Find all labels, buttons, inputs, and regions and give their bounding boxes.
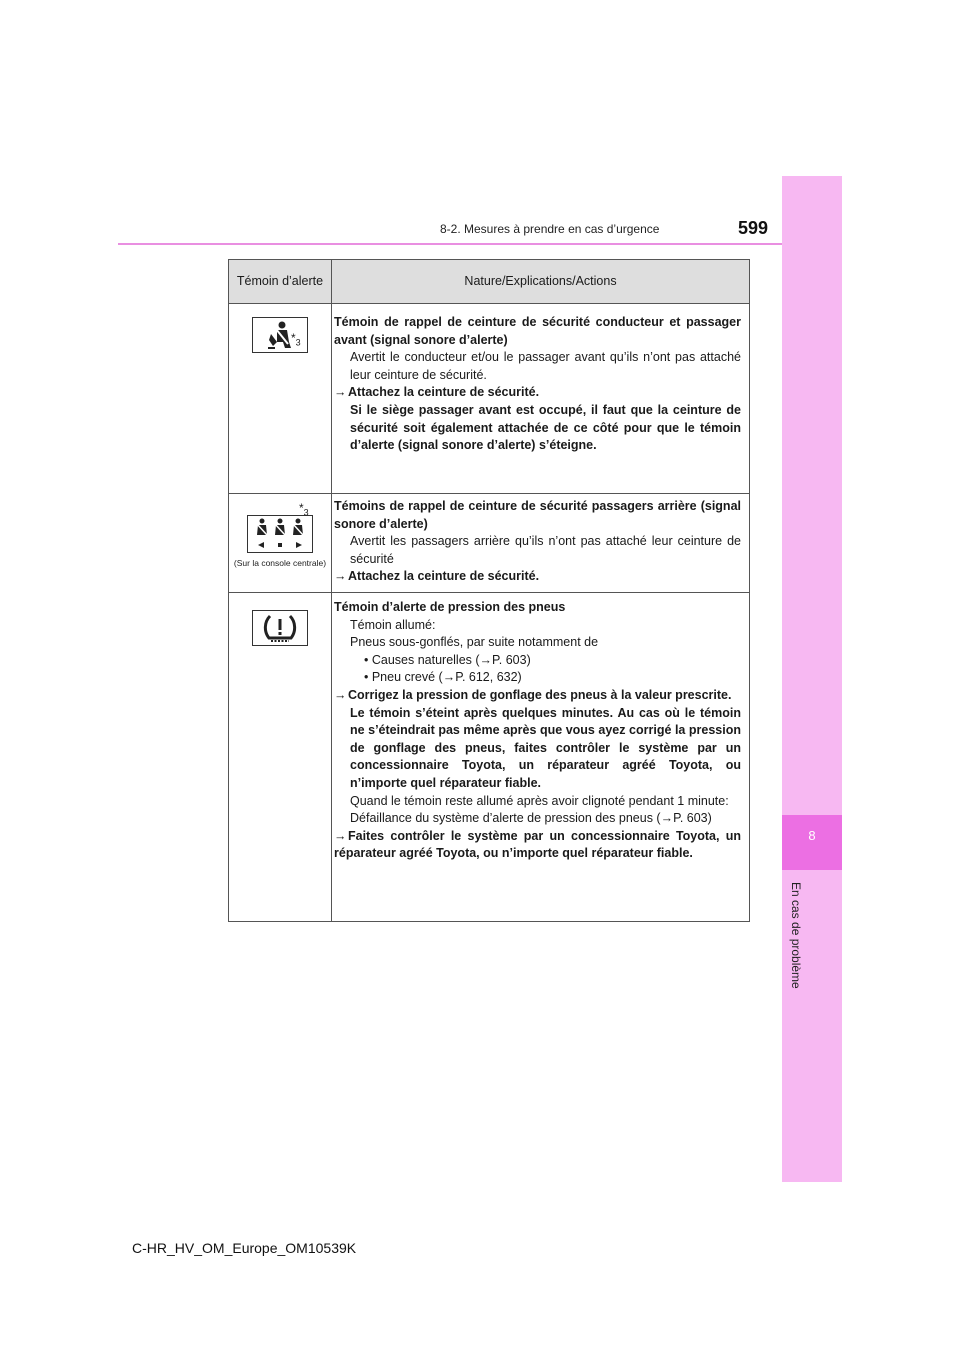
arrow-icon: →: [334, 687, 347, 702]
table-header-row: [229, 260, 750, 304]
icon-cell: [229, 593, 332, 922]
action-line: → Corrigez la pression de gonflage des pneus à la valeur prescrite.: [334, 687, 741, 705]
action-detail: Si le siège passager avant est occupé, il faut que la ceinture de sécurité soit également attachée de ce côté pour que le témoin d’alerte (signal sonore d’alerte) s’éteigne.: [350, 402, 741, 453]
table-row: [229, 593, 750, 922]
section-title: 8-2. Mesures à prendre en cas d’urgence: [440, 222, 660, 236]
header-divider: [118, 243, 782, 245]
condition-label: Témoin allumé:: [350, 617, 436, 632]
action-detail: Le témoin s’éteint après quelques minutes. Au cas où le témoin ne s’éteindrait pas même après que vous ayez corrigé la pression de gonflage des pneus, faites contrôler le système par un concessionnaire Toyota, un réparateur agréé Toyota, ou n’importe quel réparateur fiable.: [350, 705, 741, 790]
description-cell: [332, 494, 750, 593]
footnote-marker: $*_3$: [299, 501, 309, 518]
arrow-icon: →: [334, 569, 347, 584]
list-item: • Pneu crevé (→P. 612, 632): [364, 670, 522, 685]
table-row: [229, 494, 750, 593]
action-line: → Attachez la ceinture de sécurité.: [334, 384, 741, 402]
warning-description: Avertit le conducteur et/ou le passager avant qu’ils n’ont pas attaché leur ceinture de sécurité.: [350, 350, 741, 382]
warning-title: Témoins de rappel de ceinture de sécurité passagers arrière (signal sonore d’alerte): [334, 499, 741, 531]
arrow-icon: →: [334, 385, 347, 400]
warning-description: Avertit les passagers arrière qu’ils n’ont pas attaché leur ceinture de sécurité: [350, 534, 741, 566]
warning-title: Témoin d’alerte de pression des pneus: [334, 600, 566, 614]
action-line: → Attachez la ceinture de sécurité.: [334, 568, 741, 586]
column-header-text: Nature/Explications/Actions: [332, 260, 750, 304]
warning-description: Défaillance du système d’alerte de pression des pneus (→P. 603): [350, 811, 712, 826]
warning-description: Pneus sous-gonflés, par suite notamment de: [350, 635, 599, 650]
warning-title: Témoin de rappel de ceinture de sécurité conducteur et passager avant (signal sonore d’alerte): [334, 315, 741, 347]
chapter-title: En cas de problème: [789, 882, 803, 989]
table-row: [229, 304, 750, 494]
description-cell: [332, 593, 750, 922]
list-item: • Causes naturelles (→P. 603): [364, 652, 531, 667]
page-number: 599: [738, 218, 769, 238]
chapter-number: 8: [808, 828, 816, 843]
arrow-icon: →: [334, 828, 347, 843]
description-cell: [332, 304, 750, 494]
column-header-icon: Témoin d’alerte: [229, 260, 332, 304]
icon-caption: (Sur la console centrale): [233, 557, 327, 568]
icon-cell: [229, 304, 332, 494]
footnote-marker: $*_3$: [291, 331, 301, 348]
chapter-side-tab: [782, 176, 842, 1182]
warning-lights-table: [228, 259, 750, 922]
icon-cell: [229, 494, 332, 593]
tire-pressure-icon: [252, 610, 308, 646]
document-code: C-HR_HV_OM_Europe_OM10539K: [132, 1240, 357, 1256]
condition-label: Quand le témoin reste allumé après avoir clignoté pendant 1 minute:: [350, 793, 729, 808]
action-line: → Faites contrôler le système par un concessionnaire Toyota, un réparateur agréé Toyota, ou n’importe quel réparateur fiable.: [334, 828, 741, 861]
